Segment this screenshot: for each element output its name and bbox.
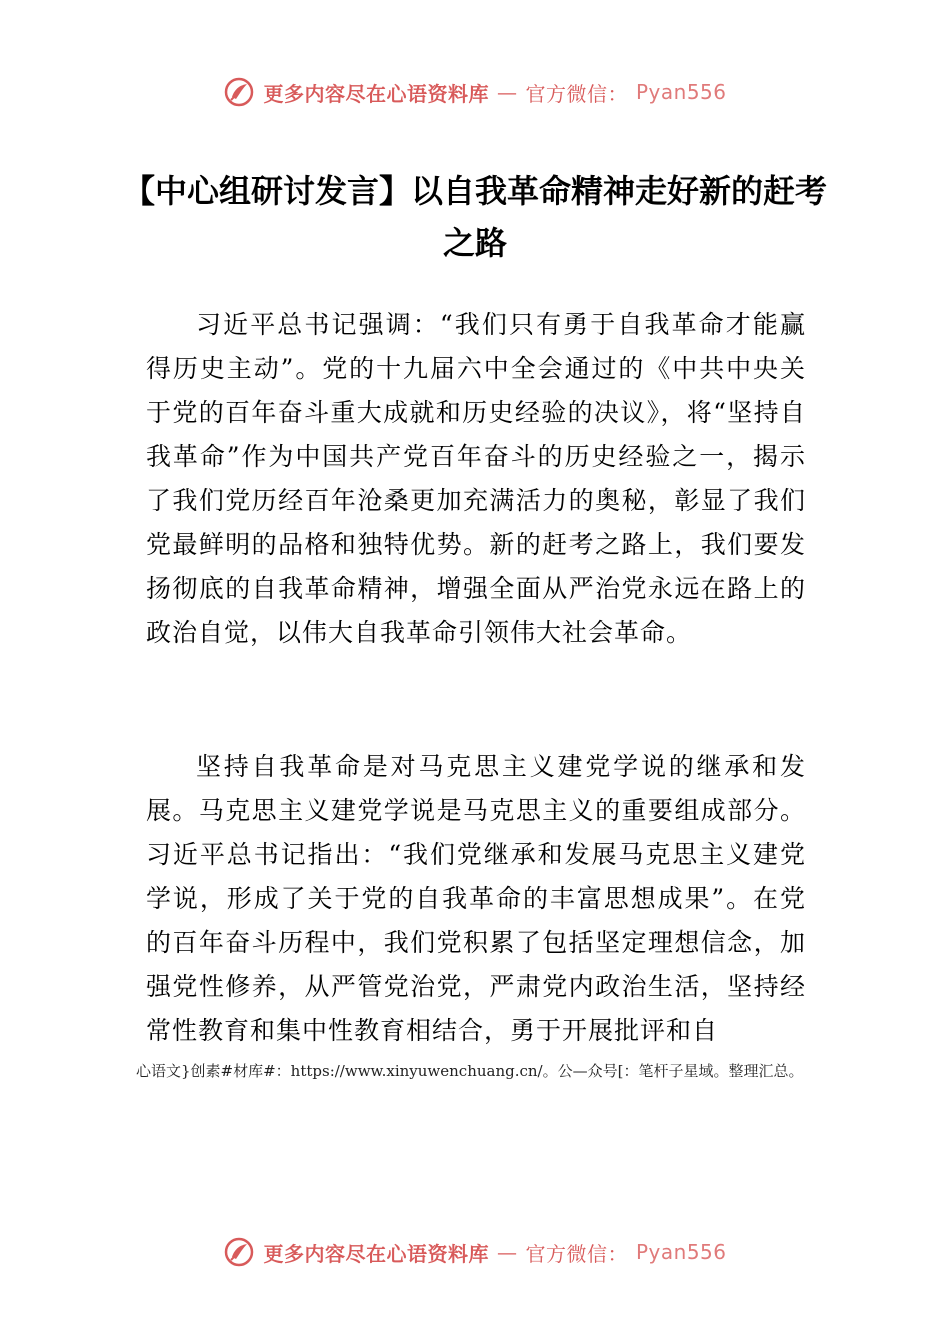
watermark-separator: — bbox=[496, 1240, 518, 1264]
watermark-wechat-id: Pyan556 bbox=[635, 80, 727, 104]
document-title: 【中心组研讨发言】以自我革命精神走好新的赶考之路 bbox=[122, 172, 827, 262]
brand-logo-icon bbox=[223, 76, 255, 108]
body-paragraph-2: 坚持自我革命是对马克思主义建党学说的继承和发展。马克思主义建党学说是马克思主义的重要组成部分。习近平总书记指出：“我们党继承和发展马克思主义建党学说，形成了关于党的自我革命的丰富思想成果”。在党的百年奋斗历程中，我们党积累了包括坚定理想信念，加强党性修养，从严管党治党，严肃党内政治生活，坚持经常性教育和集中性教育相结合，勇于开展批评和自 bbox=[146, 752, 806, 1045]
watermark-label: 官方微信： bbox=[525, 81, 628, 106]
watermark-label: 官方微信： bbox=[525, 1241, 628, 1266]
source-footnote: 心语文}创素#材库#：https://www.xinyuwenchuang.cn/。公—众号[：笔杆子星域。整理汇总。 bbox=[136, 1062, 804, 1080]
body-paragraph-1: 习近平总书记强调：“我们只有勇于自我革命才能赢得历史主动”。党的十九届六中全会通过的《中共中央关于党的百年奋斗重大成就和历史经验的决议》，将“坚持自我革命”作为中国共产党百年奋斗的历史经验之一，揭示了我们党历经百年沧桑更加充满活力的奥秘，彰显了我们党最鲜明的品格和独特优势。新的赶考之路上，我们要发扬彻底的自我革命精神，增强全面从严治党永远在路上的政治自觉，以伟大自我革命引领伟大社会革命。 bbox=[146, 310, 806, 647]
watermark-brand: 更多内容尽在心语资料库 bbox=[263, 81, 489, 106]
footer-watermark bbox=[0, 1232, 950, 1272]
brand-logo-icon bbox=[223, 1236, 255, 1268]
header-watermark bbox=[0, 72, 950, 112]
watermark-brand: 更多内容尽在心语资料库 bbox=[263, 1241, 489, 1266]
watermark-separator: — bbox=[496, 80, 518, 104]
watermark-wechat-id: Pyan556 bbox=[635, 1240, 727, 1264]
